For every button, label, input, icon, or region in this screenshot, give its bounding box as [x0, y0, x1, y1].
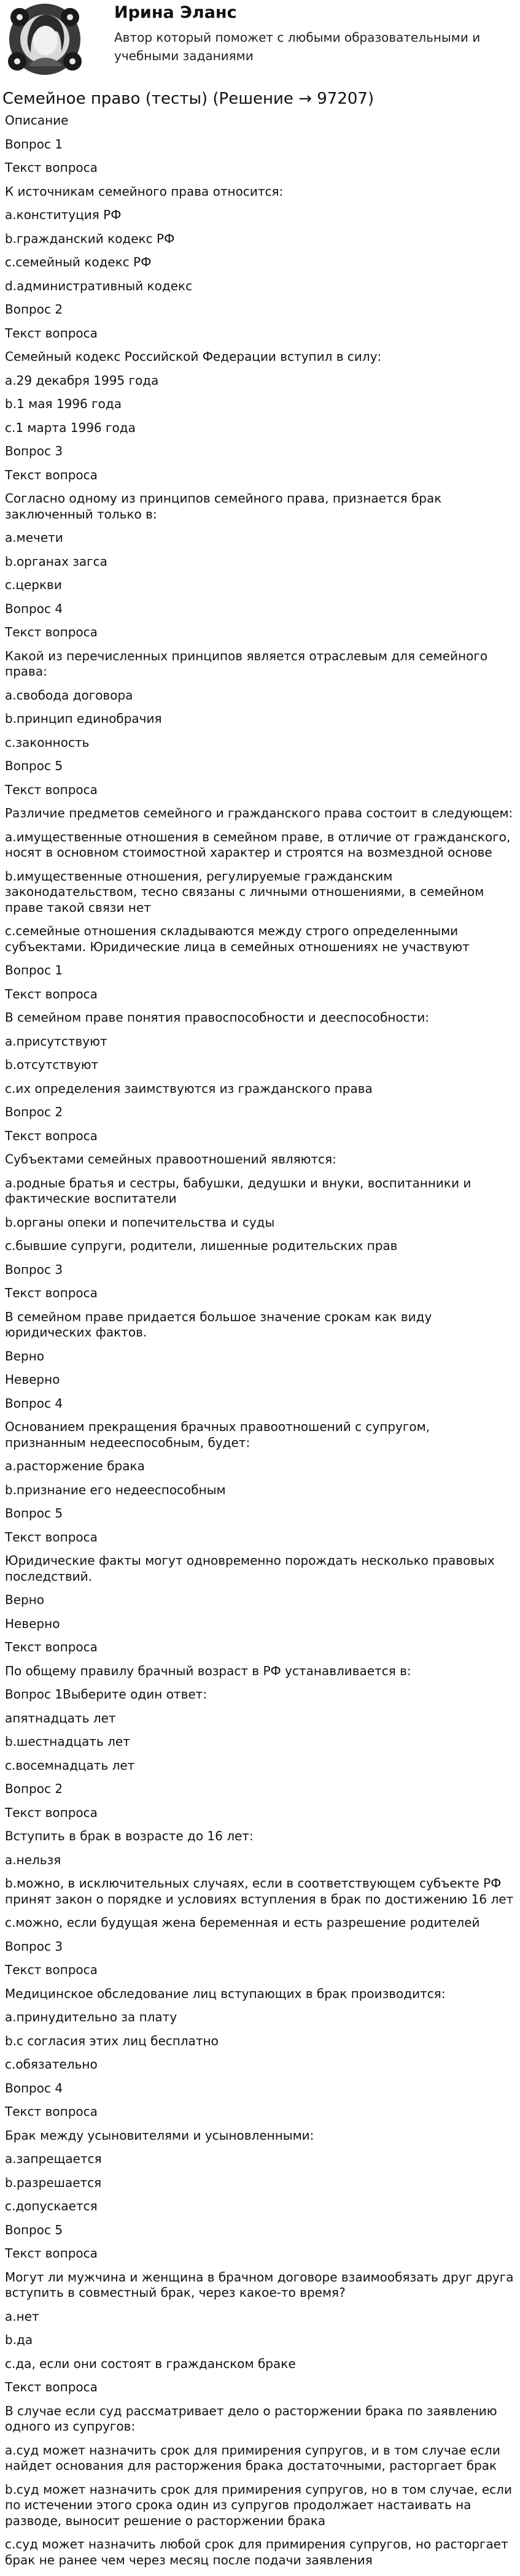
content-line: c.допускается	[5, 2199, 98, 2213]
content-line: Вопрос 4	[5, 601, 63, 616]
content-line: b.органах загса	[5, 553, 107, 569]
content-line: Верно	[5, 1348, 45, 1363]
content-line: Вопрос 1Выберите один ответ:	[5, 1687, 208, 1702]
content-line: c.1 марта 1996 года	[5, 420, 136, 435]
content-line: Вопрос 1	[5, 136, 63, 152]
content-line: b.признание его недееспособным	[5, 1482, 226, 1497]
content-line: a.расторжение брака	[5, 1459, 145, 1473]
content-line: a.запрещается	[5, 2151, 102, 2166]
author-avatar	[5, 2, 85, 76]
content-line: Вопрос 3	[5, 1938, 63, 1954]
content-line: a.принудительно за плату	[5, 2010, 177, 2024]
content-line: Текст вопроса	[5, 986, 98, 1001]
content-line: Медицинское обследование лиц вступающих в брак производится:	[5, 1986, 446, 2001]
content-line: В случае если суд рассматривает дело о расторжении брака по заявлению одного из супругов:	[5, 2403, 497, 2434]
content-line: Текст вопроса	[5, 325, 98, 341]
content-line: Вопрос 5	[5, 758, 63, 773]
content-line: c.законность	[5, 735, 90, 750]
content-line: c.да, если они состоят в гражданском браке	[5, 2356, 296, 2371]
content-line: Текст вопроса	[5, 467, 98, 482]
content-line: Текст вопроса	[5, 625, 98, 639]
content-line: a.родные братья и сестры, бабушки, дедушки и внуки, воспитанники и фактические воспитатели	[5, 1175, 471, 1206]
content-line: c.семейный кодекс РФ	[5, 255, 152, 269]
content-line: Вопрос 3	[5, 444, 63, 458]
content-line: c.обязательно	[5, 2057, 98, 2072]
content-line: Текст вопроса	[5, 1962, 98, 1977]
content-line: Семейный кодекс Российской Федерации вступил в силу:	[5, 349, 382, 364]
content-line: Текст вопроса	[5, 2104, 98, 2119]
content-line: c.суд может назначить любой срок для примирения супругов, но расторгает брак не ранее чем через месяц после подачи заявления	[5, 2537, 508, 2567]
content-line: d.административный кодекс	[5, 278, 193, 293]
content-line: b.имущественные отношения, регулируемые гражданским законодательством, тесно связаны с личными отношениями, в семейном праве такой связи нет	[5, 868, 484, 915]
content-line: b.суд может назначить срок для примирения супругов, но в том случае, если по истечении этого срока один из супругов продолжает настаивать на разводе, выносит решение о расторжении брака	[5, 2482, 512, 2528]
content-line: Текст вопроса	[5, 1529, 98, 1544]
content-line: b.отсутствуют	[5, 1057, 99, 1072]
page-title: Семейное право (тесты) (Решение → 97207)	[2, 90, 374, 108]
content-line: Могут ли мужчина и женщина в брачном договоре взаимообязать друг друга вступить в совместный брак, через какое-то время?	[5, 2269, 514, 2300]
content-line: a.имущественные отношения в семейном праве, в отличие от гражданского, носят в основном стоимостной характер и строятся на возмездной основе	[5, 829, 511, 860]
content-line: b.можно, в исключительных случаях, если в соответствующем субъекте РФ принят закон о порядке и условиях вступления в брак по достижению 16 лет	[5, 1876, 514, 1907]
content-line: Брак между усыновителями и усыновленными:	[5, 2127, 314, 2143]
content-line: В семейном праве придается большое значение срокам как виду юридических фактов.	[5, 1309, 432, 1340]
content-line: a.мечети	[5, 530, 63, 545]
content-line: c.семейные отношения складываются между строго определенными субъектами. Юридические лица в семейных отношениях не участвуют	[5, 924, 470, 954]
content-line: b.органы опеки и попечительства и суды	[5, 1214, 275, 1230]
content-line: Вопрос 4	[5, 2080, 63, 2096]
content-line: Описание	[5, 113, 69, 128]
content-line: Вступить в брак в возрасте до 16 лет:	[5, 1829, 254, 1843]
content-line: b.да	[5, 2332, 33, 2347]
content-line: a.присутствуют	[5, 1033, 107, 1049]
content-line: a.29 декабря 1995 года	[5, 372, 159, 388]
content-line: Согласно одному из принципов семейного права, признается брак заключенный только в:	[5, 491, 442, 522]
content-line: c.бывшие супруги, родители, лишенные родительских прав	[5, 1238, 398, 1253]
content-line: Текст вопроса	[5, 160, 98, 175]
content-line: b.разрешается	[5, 2175, 102, 2190]
content-line: По общему правилу брачный возраст в РФ устанавливается в:	[5, 1663, 411, 1678]
content-line: Вопрос 5	[5, 2222, 63, 2237]
content-line: Субъектами семейных правоотношений являются:	[5, 1152, 336, 1167]
content-line: a.конституция РФ	[5, 207, 122, 222]
content-line: Различие предметов семейного и гражданского права состоит в следующем:	[5, 806, 513, 820]
content-line: Текст вопроса	[5, 1128, 98, 1143]
content-line: Вопрос 2	[5, 1105, 63, 1119]
content-line: c.их определения заимствуются из гражданского права	[5, 1081, 373, 1096]
content-line: b.принцип единобрачия	[5, 711, 162, 726]
author-header	[0, 0, 520, 80]
author-description: Автор который поможет с любыми образовательными и учебными заданиями	[114, 30, 481, 63]
content-line: b.шестнадцать лет	[5, 1734, 130, 1749]
content-line: Основанием прекращения брачных правоотношений с супругом, признанным недееспособным, будет:	[5, 1419, 430, 1450]
content-line: К источникам семейного права относится:	[5, 183, 284, 199]
content-line: a.свобода договора	[5, 687, 133, 703]
content-line: Текст вопроса	[5, 2380, 98, 2394]
content-line: апятнадцать лет	[5, 1710, 116, 1726]
content-line: Текст вопроса	[5, 1805, 98, 1820]
content-line: Юридические факты могут одновременно порождать несколько правовых последствий.	[5, 1553, 495, 1584]
content-line: Неверно	[5, 1372, 60, 1387]
content-line: a.нет	[5, 2308, 39, 2324]
content-line: a.суд может назначить срок для примирения супругов, и в том случае если найдет основания для расторжения брака достаточными, расторгает брак	[5, 2442, 500, 2473]
test-content	[5, 113, 514, 2576]
content-line: c.можно, если будущая жена беременная и есть разрешение родителей	[5, 1915, 480, 1930]
content-line: Текст вопроса	[5, 1286, 98, 1300]
content-line: Вопрос 5	[5, 1506, 63, 1521]
content-line: b.гражданский кодекс РФ	[5, 231, 175, 246]
content-line: b.1 мая 1996 года	[5, 396, 122, 411]
content-line: Вопрос 2	[5, 1781, 63, 1796]
content-line: a.нельзя	[5, 1852, 61, 1867]
content-line: Вопрос 3	[5, 1262, 63, 1277]
content-line: Верно	[5, 1592, 45, 1607]
content-line: Текст вопроса	[5, 2246, 98, 2261]
content-line: b.с согласия этих лиц бесплатно	[5, 2033, 219, 2048]
content-line: Текст вопроса	[5, 782, 98, 797]
content-line: c.церкви	[5, 577, 62, 592]
content-line: Вопрос 4	[5, 1395, 63, 1411]
content-line: c.восемнадцать лет	[5, 1757, 135, 1773]
author-name: Ирина Эланс	[114, 3, 237, 22]
content-line: Вопрос 2	[5, 302, 63, 317]
content-line: В семейном праве понятия правоспособности и дееспособности:	[5, 1010, 430, 1025]
content-line: Неверно	[5, 1616, 60, 1631]
content-line: Текст вопроса	[5, 1640, 98, 1654]
content-line: Какой из перечисленных принципов является отраслевым для семейного права:	[5, 648, 488, 679]
content-line: Вопрос 1	[5, 963, 63, 978]
